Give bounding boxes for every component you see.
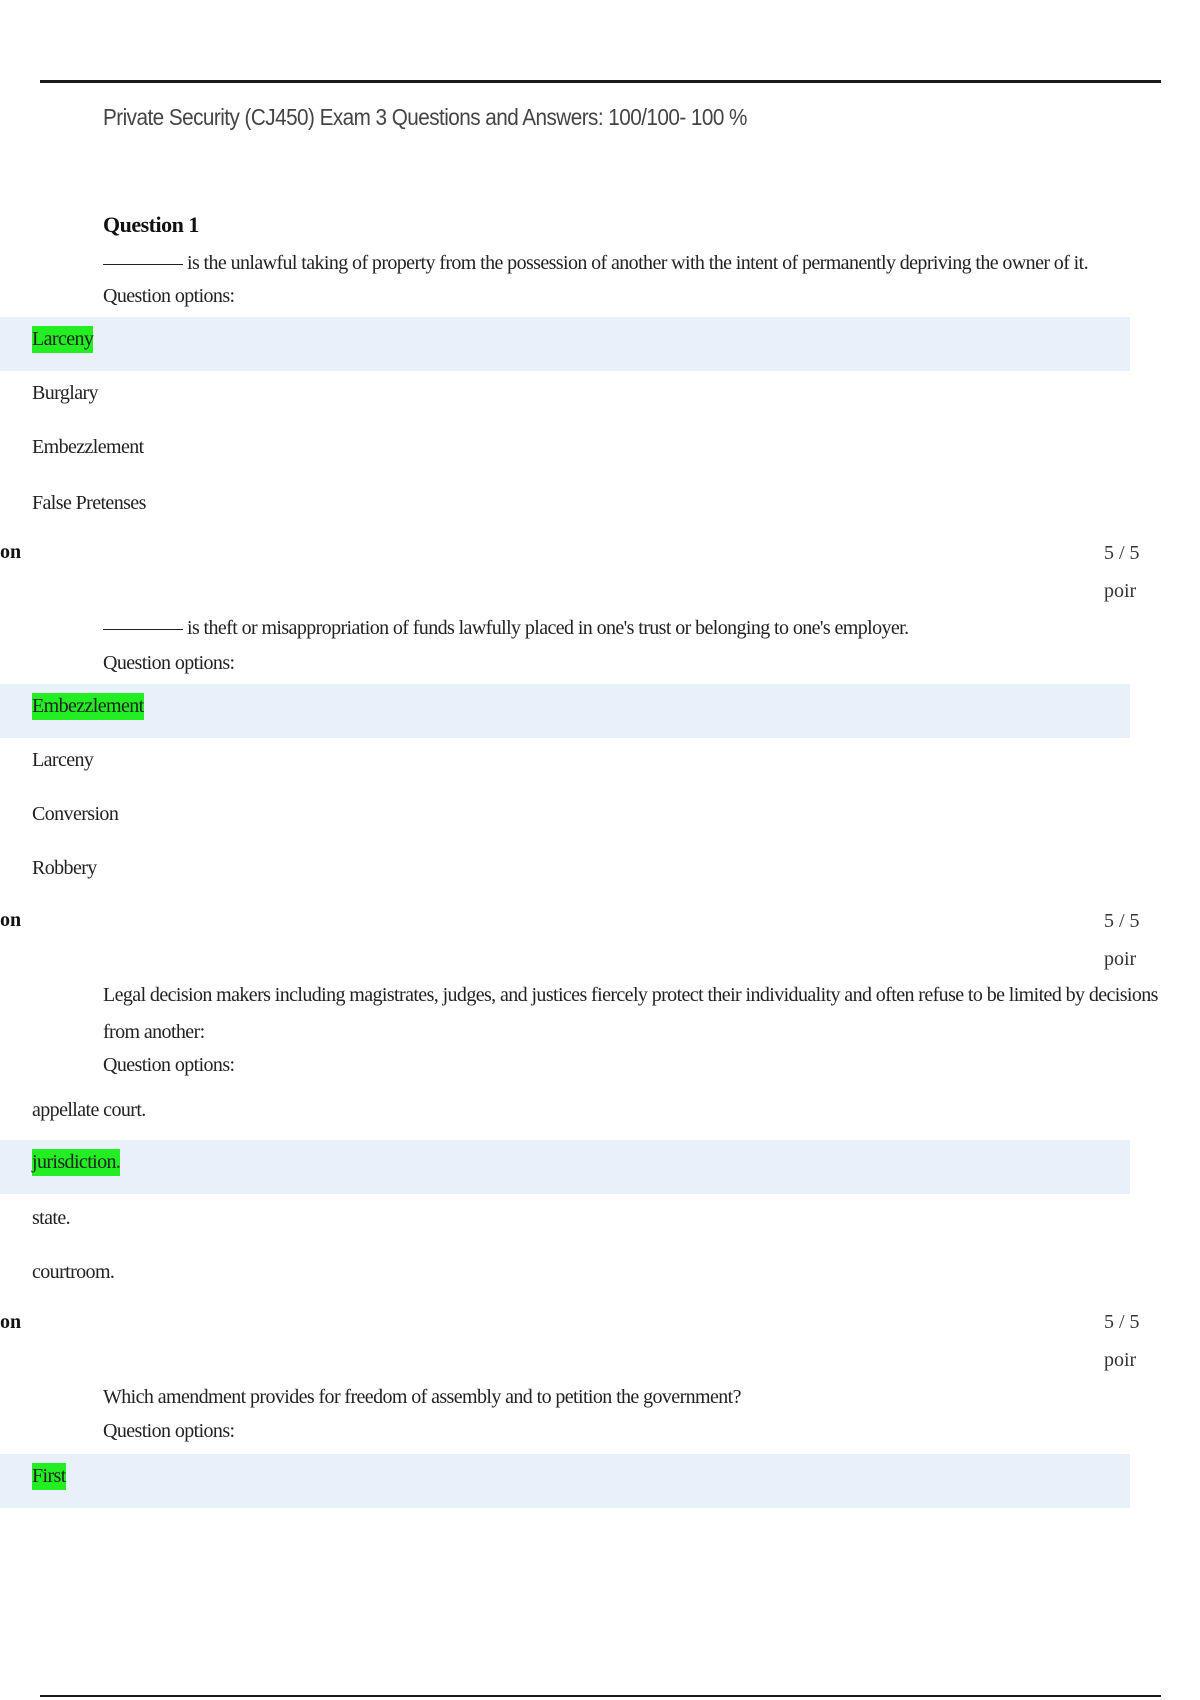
question-1-heading: Question 1 xyxy=(103,212,199,237)
question-2-score: 5 / 5 xyxy=(1104,542,1140,564)
question-3-option-3[interactable] xyxy=(0,1196,1130,1250)
option-label: jurisdiction. xyxy=(32,1149,120,1176)
option-label: Burglary xyxy=(32,382,98,404)
option-label: Embezzlement xyxy=(32,436,144,458)
question-2-side-label: on xyxy=(0,541,22,563)
question-3-prompt-line-1: Legal decision makers including magistrates, judges, and justices fiercely protect their individuality and often refuse to be limited by decisions xyxy=(103,984,1158,1006)
question-2-prompt: is theft or misappropriation of funds lawfully placed in one's trust or belonging to one's employer. xyxy=(103,609,909,647)
option-label: Conversion xyxy=(32,803,119,825)
question-3-options-label: Question options: xyxy=(103,1054,235,1076)
question-2-options-label: Question options: xyxy=(103,652,235,674)
question-4-options-label: Question options: xyxy=(103,1420,235,1442)
question-3-option-1[interactable] xyxy=(0,1088,1130,1142)
question-2-option-4[interactable] xyxy=(0,846,1130,900)
question-3-prompt-line-2: from another: xyxy=(103,1021,205,1043)
question-1-option-4[interactable] xyxy=(0,481,1130,535)
answer-blank xyxy=(103,629,183,630)
option-label: courtroom. xyxy=(32,1261,115,1283)
question-4-score-unit: poir xyxy=(1104,1349,1137,1371)
question-3-score-unit: poir xyxy=(1104,948,1137,970)
question-1-option-2[interactable] xyxy=(0,371,1130,425)
option-label: Larceny xyxy=(32,749,94,771)
question-4-option-1[interactable] xyxy=(0,1454,1130,1508)
option-label: Larceny xyxy=(32,326,93,353)
question-4-prompt: Which amendment provides for freedom of assembly and to petition the government? xyxy=(103,1386,741,1408)
question-4-score: 5 / 5 xyxy=(1104,1311,1140,1333)
document-title: Private Security (CJ450) Exam 3 Questions and Answers: 100/100- 100 % xyxy=(103,104,747,130)
question-3-score: 5 / 5 xyxy=(1104,910,1140,932)
option-label: Embezzlement xyxy=(32,693,144,720)
question-2-option-3[interactable] xyxy=(0,792,1130,846)
question-2-option-2[interactable] xyxy=(0,738,1130,792)
question-2-score-unit: poir xyxy=(1104,580,1137,602)
option-label: Robbery xyxy=(32,857,97,879)
question-1-prompt: is the unlawful taking of property from the possession of another with the intent of permanently depriving the owner of it. xyxy=(103,244,1088,282)
question-1-option-3[interactable] xyxy=(0,425,1130,479)
question-3-option-4[interactable] xyxy=(0,1250,1130,1304)
question-1-option-1[interactable] xyxy=(0,317,1130,371)
top-divider xyxy=(40,80,1161,83)
question-3-option-2[interactable] xyxy=(0,1140,1130,1194)
question-1-options-label: Question options: xyxy=(103,285,235,307)
answer-blank xyxy=(103,264,183,265)
option-label: False Pretenses xyxy=(32,492,146,514)
option-label: state. xyxy=(32,1207,71,1229)
question-2-option-1[interactable] xyxy=(0,684,1130,738)
question-3-side-label: on xyxy=(0,909,22,931)
option-label: First xyxy=(32,1463,66,1490)
option-label: appellate court. xyxy=(32,1099,146,1121)
question-4-side-label: on xyxy=(0,1311,22,1333)
bottom-divider xyxy=(40,1695,1161,1697)
